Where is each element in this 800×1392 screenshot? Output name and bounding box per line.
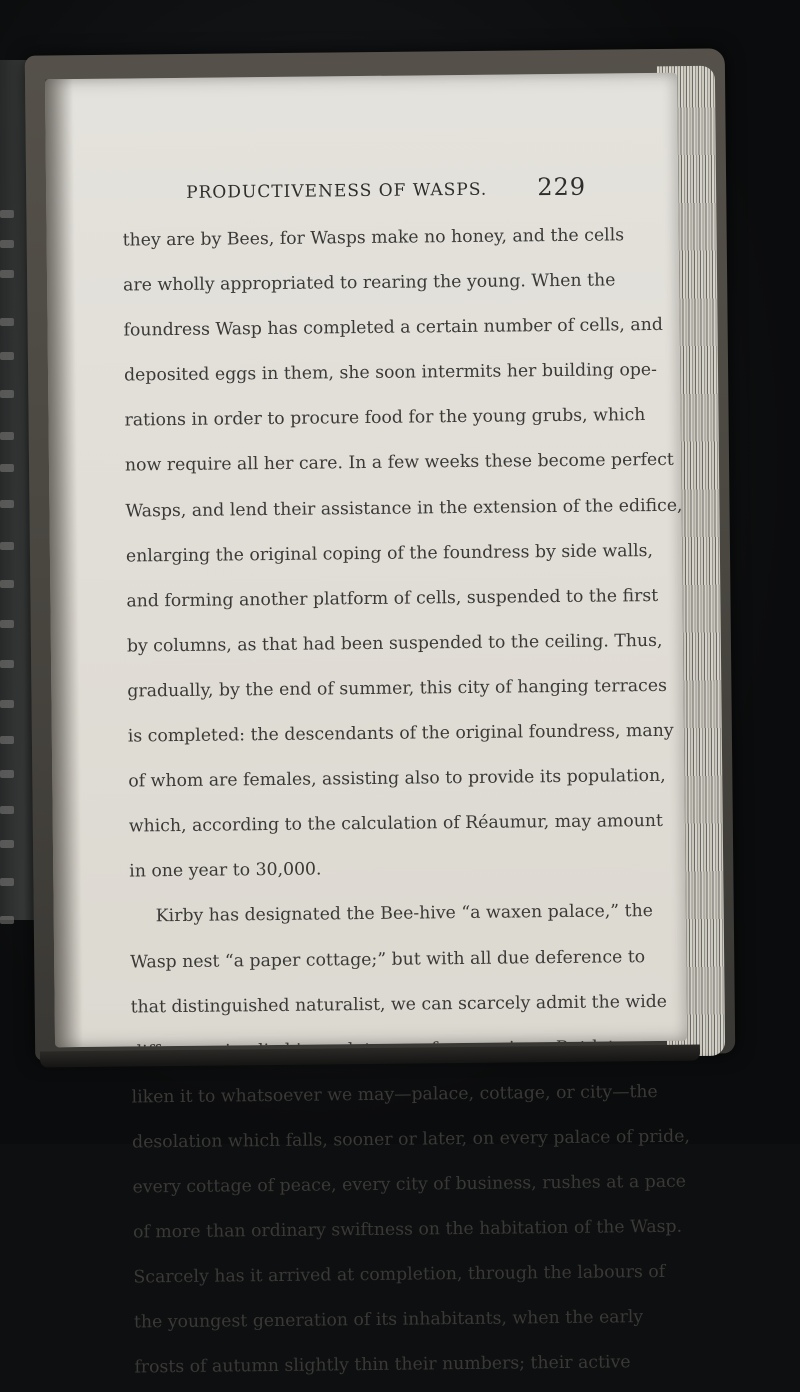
body-text: [122, 214, 690, 1391]
text-line: of whom are females, assisting also to provide its population,: [128, 765, 666, 792]
text-line: every cottage of peace, every city of business, rushes at a pace: [132, 1171, 687, 1198]
text-line: Scarcely has it arrived at completion, through the labours of: [133, 1262, 666, 1288]
text-line: in one year to 30,000.: [129, 859, 322, 882]
text-line: Kirby has designated the Bee-hive “a waxen palace,” the: [155, 901, 654, 927]
text-line: of more than ordinary swiftness on the habitation of the Wasp.: [132, 1216, 683, 1243]
text-line: foundress Wasp has completed a certain number of cells, and: [123, 315, 663, 341]
running-title: PRODUCTIVENESS OF WASPS.: [186, 179, 488, 203]
text-line: the youngest generation of its inhabitants, when the early: [133, 1307, 644, 1333]
text-line: and forming another platform of cells, suspended to the first: [126, 585, 659, 612]
text-line: gradually, by the end of summer, this city of hanging terraces: [127, 675, 668, 702]
text-line: frosts of autumn slightly thin their numbers; their active: [134, 1352, 631, 1378]
text-line: rations in order to procure food for the young grubs, which: [124, 405, 646, 431]
text-line: Wasps, and lend their assistance in the extension of the edifice,: [125, 495, 683, 522]
text-line: desolation which falls, sooner or later, on every palace of pride,: [131, 1126, 690, 1153]
text-line: by columns, as that had been suspended to the ceiling. Thus,: [126, 630, 663, 657]
book-page: [45, 73, 690, 1378]
text-line: now require all her care. In a few weeks these become perfect: [124, 450, 674, 476]
text-line: deposited eggs in them, she soon intermits her building ope-: [123, 360, 658, 386]
text-line: liken it to whatsoever we may—palace, cottage, or city—the: [131, 1081, 658, 1108]
page-number: 229: [537, 172, 587, 202]
text-line: they are by Bees, for Wasps make no honey, and the cells: [122, 225, 625, 251]
page-header: [186, 172, 587, 203]
text-line: are wholly appropriated to rearing the young. When the: [123, 270, 616, 296]
text-line: enlarging the original coping of the foundress by side walls,: [125, 540, 654, 567]
text-line: Wasp nest “a paper cottage;” but with all due deference to: [130, 946, 646, 972]
text-line: that distinguished naturalist, we can scarcely admit the wide: [130, 991, 668, 1018]
text-line: is completed: the descendants of the original foundress, many: [127, 720, 674, 747]
text-line: which, according to the calculation of Réaumur, may amount: [128, 811, 664, 837]
